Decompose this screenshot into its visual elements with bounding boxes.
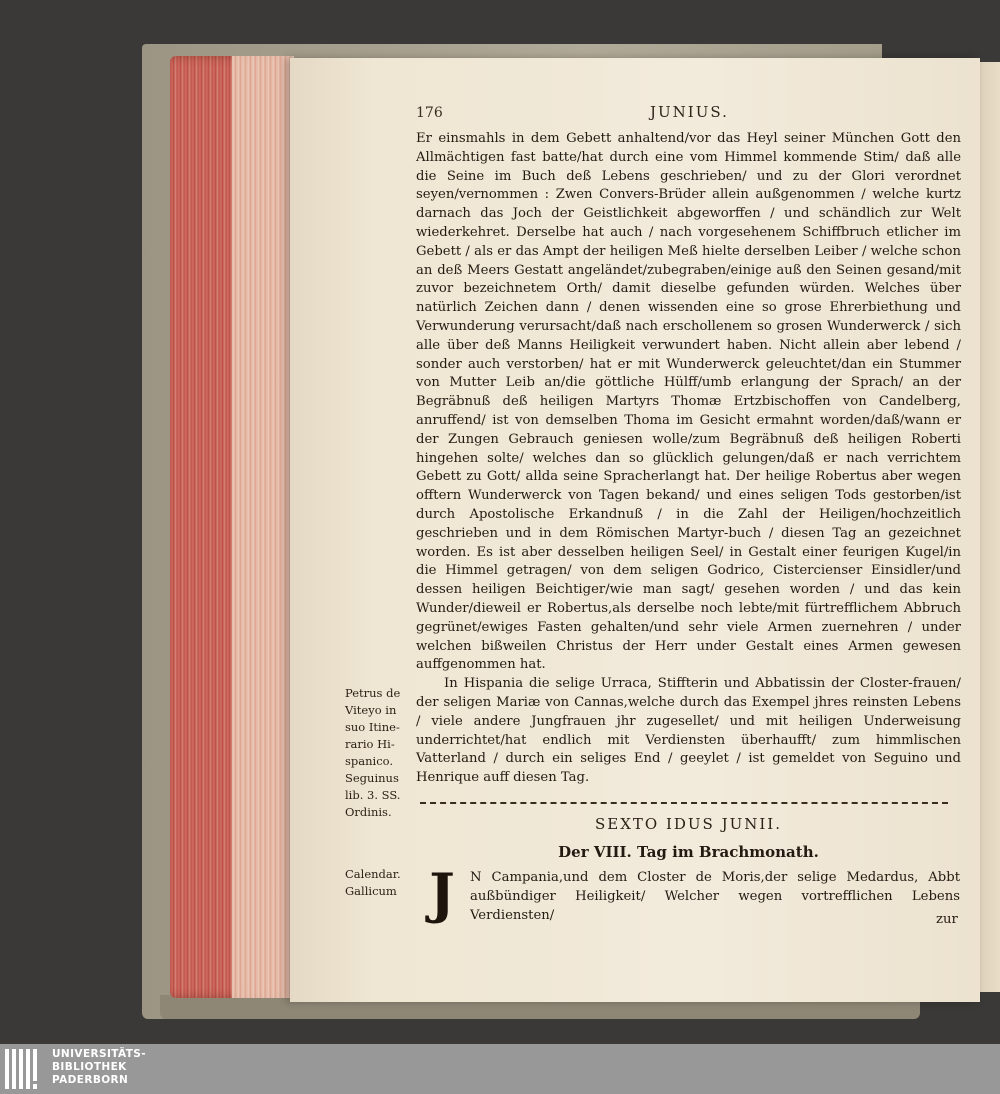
logo-line-2: BIBLIOTHEK <box>52 1061 127 1073</box>
paragraph-robertus: Er einsmahls in dem Gebett anhaltend/vor das Heyl seiner München Gott den Allmächtigen fast batte/hat durch eine vom Himmel kommende Stim/ daß alle die Seine im Buch deß Lebens geschrieben/ und zu der Glori verordnet seyen/vernommen : Zwen Convers-Brüder allein außgenommen / welche kurtz darnach das Joch der Geistlichkeit abgeworffen / und schändlich zur Welt wiederkehret. Derselbe hat auch / nach vorgesehenem Schiffbruch etlicher im Gebett / als er das Ampt der heiligen Meß hielte derselben Leiber / welche schon an deß Meers Gestatt angeländet/zubegraben/einige auß den Seinen gesand/mit zuvor bezeichnetem Orth/ damit dieselbe gefunden würden. Welches über natürlich Zeichen dann / denen wissenden eine so grose Ehrerbiethung und Verwunderung verursacht/daß nach erschollenem so grosen Wunderwerck / sich alle über deß Manns Heiligkeit verwundert haben. Nicht allein aber lebend / sonder auch verstorben/ hat er mit Wunderwerck geleuchtet/dan ein Stummer von Mutter Leib an/die göttliche Hülff/umb erlangung der Sprach/ an der Begräbnuß deß heiligen Martyrs Thomæ Ertzbischoffen von Candelberg, anruffend/ ist von demselben Thoma im Gesicht ermahnt worden/daß/wann er der Zungen Gebrauch geniesen wolle/zum Begräbnuß deß heiligen Roberti hingehen solte/ welches dan so glücklich gelungen/daß er nach verrichtem Gebett zu Gott/ allda seine Spracherlangt hat. Der heilige Robertus aber wegen offtern Wunderwerck von Tagen bekand/ und eines seligen Tods gestorben/ist durch Apostolische Erkandnuß / in die Zahl der Heiligen/hochzeitlich geschrieben und in dem Römischen Martyr-buch / diesen Tag an gezeichnet worden. Es ist aber desselben heiligen Seel/ in Gestalt einer feurigen Kugel/in die Himmel getragen/ von dem seligen Godrico, Cistercienser Einsidler/und dessen heiligen Beichtiger/wie man sagt/ gesehen worden / und das kein Wunder/dieweil er Robertus,als derselbe noch lebte/mit fürtrefflichem Abbruch gegrünet/ewiges Fasten gehalten/und sehr viele Armen zuernehren / under welchen bißweilen Christus der Herr under Gestalt eines Armen gewesen auffgenommen hat. <box>416 131 961 673</box>
marginal-line: Gallicum <box>345 884 397 898</box>
marginal-line: Ordinis. <box>345 805 392 819</box>
marginal-line: Viteyo in <box>345 703 397 717</box>
decorated-initial: J <box>429 861 455 925</box>
logo-line-1: UNIVERSITÄTS- <box>52 1048 147 1060</box>
paragraph-urraca: In Hispania die selige Urraca, Stiffterin und Abbatissin der Closter-frauen/ der seligen Mariæ von Cannas,welche durch das Exempel jhres reinsten Lebens / viele andere Jungfrauen jhr zugesellet/ und mit heiligen Underweisung underrichtet/hat endlich mit Verdiensten überhaufft/ zum himmlischen Vatterland / durch ein seliges End / geeylet / ist gemeldet von Seguino und Henrique auff diesen Tag. <box>416 676 961 786</box>
section-divider <box>420 802 948 804</box>
marginal-line: lib. 3. SS. <box>345 788 401 802</box>
logo-line-3: PADERBORN <box>52 1074 129 1086</box>
catchword: zur <box>936 912 958 927</box>
marginal-note-sources <box>345 685 411 821</box>
marginal-line: Calendar. <box>345 867 401 881</box>
marginal-note-calendar <box>345 866 411 900</box>
paragraph-medardus: N Campania,und dem Closter de Moris,der selige Medardus, Abbt außbündiger Heiligkeit/ Welcher wegen vortrefflichen Lebens Verdiensten/ <box>470 870 960 923</box>
library-footer-bar <box>0 1044 1000 1094</box>
library-logo-icon <box>5 1047 45 1091</box>
running-head: JUNIUS. <box>650 103 729 121</box>
marginal-line: rario Hi- <box>345 737 395 751</box>
marginal-line: suo Itine- <box>345 720 400 734</box>
marginal-line: Petrus de <box>345 686 401 700</box>
page-number: 176 <box>416 105 443 121</box>
marginal-line: spanico. <box>345 754 394 768</box>
section-title: SEXTO IDUS JUNII. <box>594 815 782 833</box>
section-subtitle: Der VIII. Tag im Brachmonath. <box>558 843 819 861</box>
marginal-line: Seguinus <box>345 771 399 785</box>
main-text-block <box>416 130 961 788</box>
page-edges-light <box>232 56 294 998</box>
library-logo-text <box>52 1048 146 1087</box>
